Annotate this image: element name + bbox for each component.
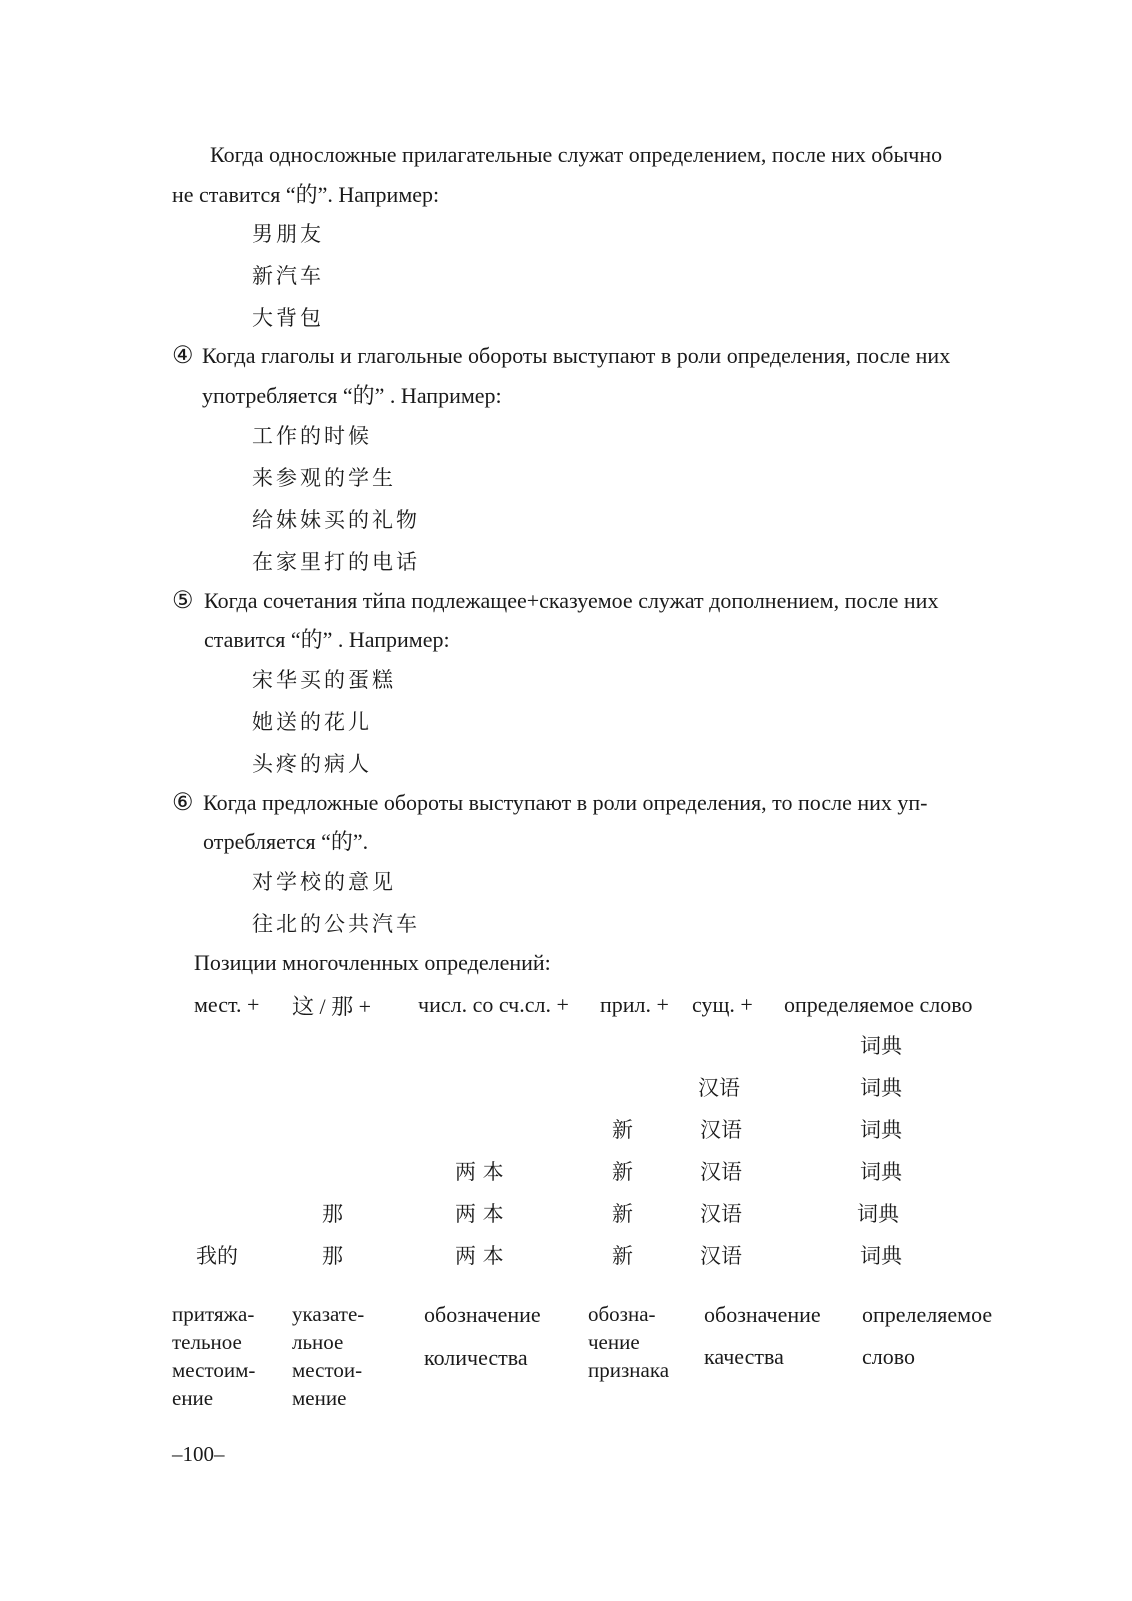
table-cell-head: 词典 <box>860 1244 902 1268</box>
table-cell-noun: 汉语 <box>700 1244 742 1268</box>
caption-demonstrative-pronoun: указате- льное местои- мение <box>292 1302 365 1410</box>
table-cell-adj: 新 <box>612 1118 633 1142</box>
header-demonstrative: 这 / 那 + <box>292 994 372 1019</box>
table-cell-adj: 新 <box>612 1160 633 1184</box>
table-cell-num: 两 本 <box>455 1160 504 1184</box>
header-pronoun: мест. + <box>194 992 260 1017</box>
example-item: 工作的时候 <box>252 424 372 448</box>
table-cell-head: 词典 <box>860 1076 902 1100</box>
rule5-marker: ⑤ <box>172 588 194 614</box>
table-cell-head: 词典 <box>857 1202 899 1226</box>
rule6-line1: Когда предложные обороты выступают в роли определения, то после них уп- <box>203 790 928 815</box>
caption-head-word-line2: слово <box>862 1344 915 1369</box>
table-cell-head: 词典 <box>860 1034 902 1058</box>
table-cell-noun: 汉语 <box>700 1118 742 1142</box>
caption-attribute: обозна- чение признака <box>588 1302 670 1382</box>
caption-quality-line1: обозначение <box>704 1302 821 1327</box>
rule4-line1: Когда глаголы и глагольные обороты выступают в роли определения, после них <box>202 343 951 368</box>
header-head-word: определяемое слово <box>784 992 973 1017</box>
rule4-marker: ④ <box>172 343 194 369</box>
example-item: 往北的公共汽车 <box>252 912 420 936</box>
example-item: 她送的花儿 <box>252 710 372 734</box>
rule6-line2: отребляется “的”. <box>203 829 369 854</box>
example-item: 大背包 <box>252 306 324 330</box>
rule5-line2: ставится “的” . Например: <box>204 627 450 652</box>
example-item: 男朋友 <box>252 222 324 246</box>
table-cell-noun: 汉语 <box>700 1202 742 1226</box>
table-cell-adj: 新 <box>612 1202 633 1226</box>
table-cell-head: 词典 <box>860 1160 902 1184</box>
example-item: 对学校的意见 <box>252 870 396 894</box>
caption-quantity-line2: количества <box>424 1345 528 1370</box>
table-cell-pron: 我的 <box>196 1244 238 1268</box>
caption-quantity-line1: обозначение <box>424 1302 541 1327</box>
table-cell-adj: 新 <box>612 1244 633 1268</box>
header-numeral: числ. со сч.сл. + <box>418 992 569 1017</box>
table-cell-noun: 汉语 <box>698 1076 740 1100</box>
rule5-line1: Когда сочетания тйпа подлежащее+сказуемое служат дополнением, после них <box>204 588 939 613</box>
example-item: 给妹妹买的礼物 <box>252 508 420 532</box>
example-item: 新汽车 <box>252 264 324 288</box>
positions-title: Позиции многочленных определений: <box>194 950 551 975</box>
header-adjective: прил. + <box>600 992 669 1017</box>
rule3-line2: не ставится “的”. Например: <box>172 182 440 207</box>
rule6-marker: ⑥ <box>172 790 194 816</box>
page-number: –100– <box>172 1442 225 1466</box>
caption-possessive-pronoun: притяжа- тельное местоим- ение <box>172 1302 256 1410</box>
example-item: 在家里打的电话 <box>252 550 420 574</box>
table-cell-num: 两 本 <box>455 1202 504 1226</box>
example-item: 头疼的病人 <box>252 752 372 776</box>
header-noun: сущ. + <box>692 992 753 1017</box>
rule3-line1: Когда односложные прилагательные служат определением, после них обычно <box>210 142 943 167</box>
table-cell-noun: 汉语 <box>700 1160 742 1184</box>
table-cell-num: 两 本 <box>455 1244 504 1268</box>
example-item: 宋华买的蛋糕 <box>252 668 396 692</box>
rule4-line2: употребляется “的” . Например: <box>202 383 502 408</box>
table-cell-dem: 那 <box>322 1244 343 1268</box>
caption-head-word-line1: опрелеляемое <box>862 1302 993 1327</box>
example-item: 来参观的学生 <box>252 466 396 490</box>
table-cell-dem: 那 <box>322 1202 343 1226</box>
caption-quality-line2: качества <box>704 1344 784 1369</box>
table-cell-head: 词典 <box>860 1118 902 1142</box>
